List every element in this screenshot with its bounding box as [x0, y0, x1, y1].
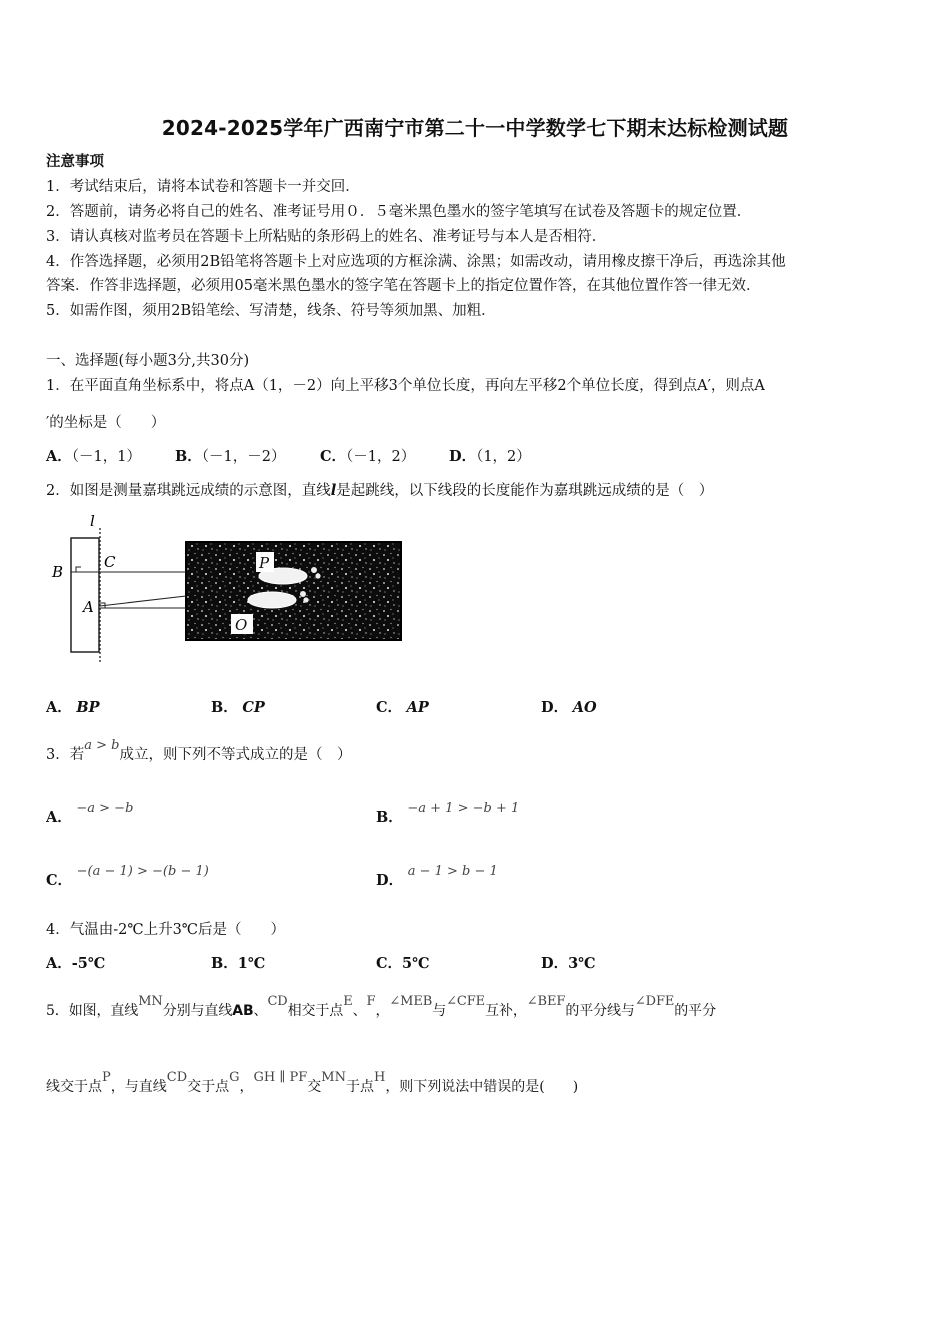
q1-option-a: A．（－1，1） [46, 448, 141, 465]
sand-pit [186, 542, 401, 640]
q3-option-a: A． −a > −b [46, 801, 134, 826]
q2-option-b: B． CP [211, 699, 265, 716]
q3-option-b: B． −a + 1 > −b + 1 [376, 801, 520, 826]
q2-option-c: C． AP [376, 699, 429, 716]
label-A: A [83, 598, 94, 616]
label-C: C [104, 553, 116, 571]
notice-item: 答案．作答非选择题，必须用05毫米黑色墨水的签字笔在答题卡上的指定位置作答，在其他位置作答一律无效． [46, 278, 761, 294]
q2-option-a: A． BP [46, 699, 100, 716]
label-P: P [259, 554, 270, 572]
q1-stem-line1: 1．在平面直角坐标系中，将点A（1，－2）向上平移3个单位长度，再向左平移2个单位长度，得到点A′，则点A [46, 378, 765, 394]
q1-option-b: B．（－1，－2） [175, 448, 286, 465]
segment-AP [100, 596, 186, 606]
q4-option-b: B．1℃ [211, 955, 266, 972]
q5-stem-line1: 5．如图，直线MN分别与直线AB、CD相交于点E、F，∠MEB与∠CFE互补，∠BEF的平分线与∠DFE的平分 [46, 994, 716, 1019]
page-title: 2024-2025学年广西南宁市第二十一中学数学七下期末达标检测试题 [161, 116, 789, 140]
q2-stem: 2．如图是测量嘉琪跳远成绩的示意图，直线l是起跳线，以下线段的长度能作为嘉琪跳远成绩的是（ ） [46, 482, 714, 499]
q4-stem: 4．气温由-2℃上升3℃后是（ ） [46, 922, 286, 938]
footprint-icon [248, 592, 296, 608]
notice-item: 3．请认真核对监考员在答题卡上所粘贴的条形码上的姓名、准考证号与本人是否相符． [46, 229, 607, 245]
label-B: B [52, 563, 64, 581]
label-O: O [235, 616, 248, 634]
q1-option-c: C．（－1，2） [320, 448, 416, 465]
q2-option-d: D． AO [541, 699, 597, 716]
label-l: l [90, 512, 95, 530]
notice-item: 4．作答选择题，必须用2B铅笔将答题卡上对应选项的方框涂满、涂黑；如需改动，请用橡皮擦干净后，再选涂其他 [46, 254, 786, 270]
q3-option-d: D． a − 1 > b − 1 [376, 864, 498, 889]
long-jump-figure [46, 510, 406, 665]
q4-option-d: D．3℃ [541, 955, 596, 972]
section-heading: 一、选择题(每小题3分,共30分) [46, 353, 250, 369]
notice-item: 5．如需作图，须用2B铅笔绘、写清楚，线条、符号等须加黑、加粗． [46, 303, 496, 319]
q1-option-d: D．（1，2） [449, 448, 531, 465]
q3-stem: 3．若a > b成立，则下列不等式成立的是（ ） [46, 738, 352, 763]
notice-item: 1．考试结束后，请将本试卷和答题卡一并交回． [46, 179, 360, 195]
q5-stem-line2: 线交于点P，与直线CD交于点G，GH ∥ PF交MN于点H，则下列说法中错误的是( ) [46, 1070, 579, 1095]
q4-option-a: A．-5℃ [46, 955, 106, 972]
q1-stem-line2: ′的坐标是（ ） [46, 415, 166, 431]
notice-item: 2．答题前，请务必将自己的姓名、准考证号用０．５毫米黑色墨水的签字笔填写在试卷及答题卡的规定位置． [46, 204, 752, 220]
takeoff-board [71, 538, 99, 652]
q4-option-c: C．5℃ [376, 955, 430, 972]
q3-option-c: C． −(a − 1) > −(b − 1) [46, 864, 209, 889]
notice-heading: 注意事项 [46, 153, 104, 170]
